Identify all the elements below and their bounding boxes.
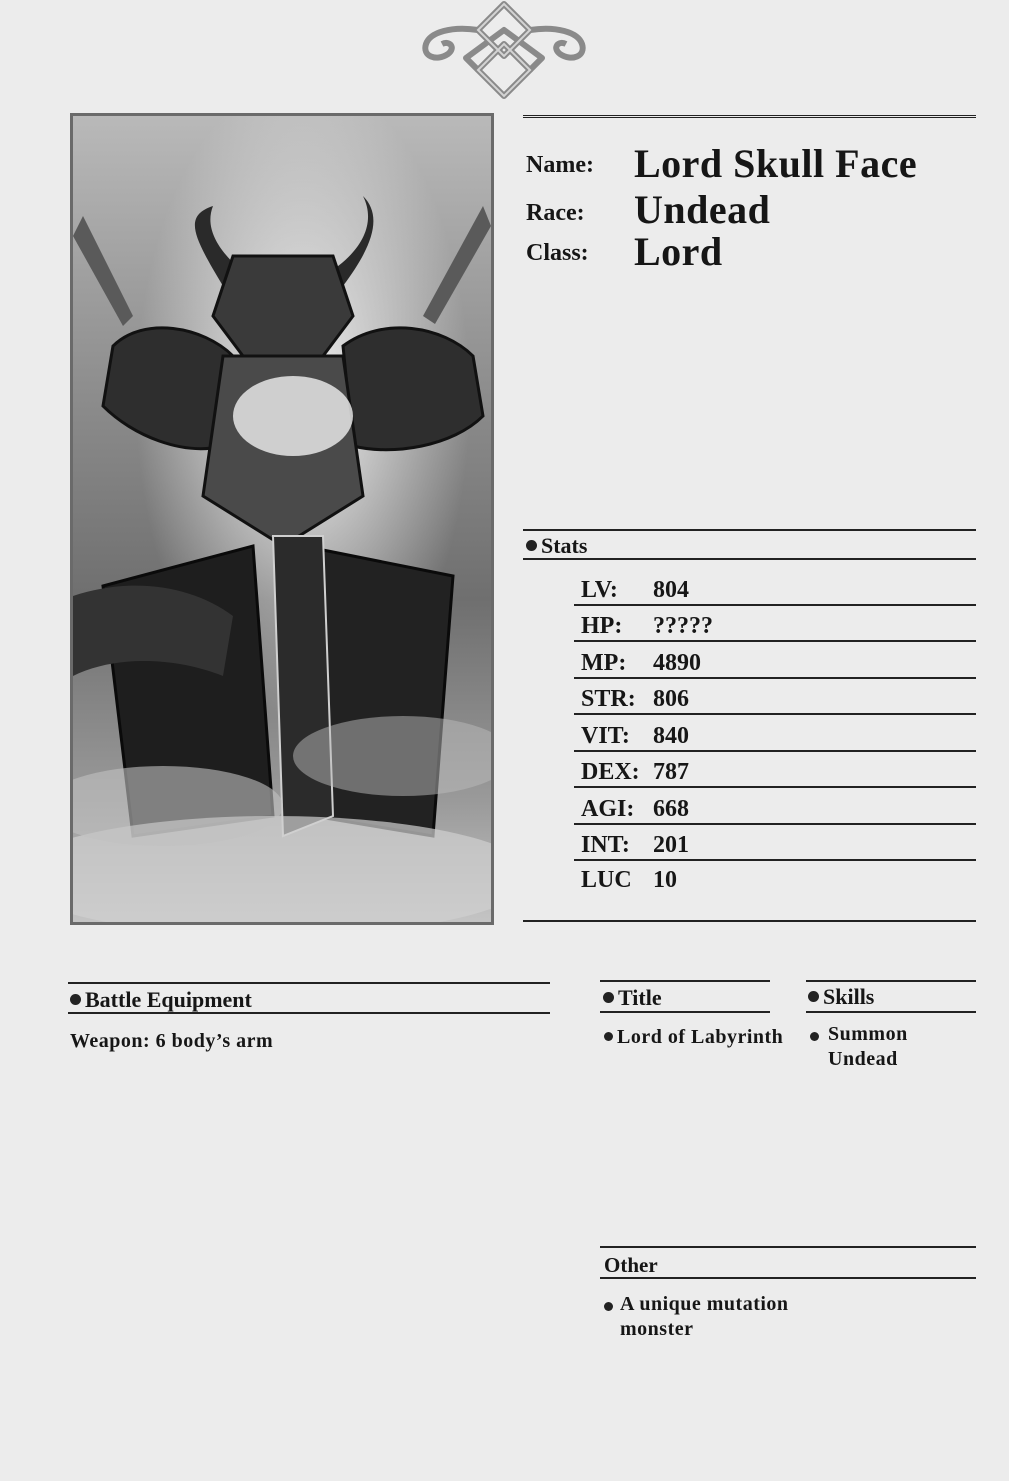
stats-bottom-rule [523, 920, 976, 922]
character-portrait [70, 113, 494, 925]
class-label: Class: [526, 240, 589, 266]
title-section-title [603, 985, 662, 1011]
stat-row-int [574, 825, 976, 861]
armored-knight-illustration [73, 116, 491, 922]
stat-row-agi [574, 789, 976, 825]
stat-row-str [574, 679, 976, 715]
stat-value: 201 [653, 832, 689, 858]
stat-label: AGI: [581, 796, 635, 822]
stat-label: LV: [581, 577, 618, 603]
other-top-rule [600, 1246, 976, 1248]
stat-value: 806 [653, 686, 689, 712]
stats-header-rule [523, 558, 976, 560]
skill-item-text: Summon Undead [828, 1023, 908, 1070]
bullet-icon [603, 992, 614, 1003]
stats-top-rule [523, 529, 976, 531]
title-item-text: Lord of Labyrinth [617, 1026, 784, 1048]
stat-label: LUC [581, 867, 632, 893]
other-header-rule [600, 1277, 976, 1279]
equipment-title [70, 987, 252, 1013]
name-label: Name: [526, 152, 594, 178]
weapon-text: Weapon: 6 body’s arm [70, 1030, 274, 1052]
stat-value: 787 [653, 759, 689, 785]
stat-row-hp [574, 606, 976, 642]
stat-value: 840 [653, 723, 689, 749]
equipment-header-rule [68, 1012, 550, 1014]
other-item [604, 1292, 834, 1342]
skill-item [810, 1022, 960, 1072]
stat-value: 10 [653, 867, 677, 893]
stat-label: STR: [581, 686, 636, 712]
stats-title [526, 533, 587, 559]
race-value: Undead [634, 187, 771, 232]
stat-row-mp [574, 643, 976, 679]
skills-title-text: Skills [823, 984, 875, 1009]
stat-value: 668 [653, 796, 689, 822]
name-value: Lord Skull Face [634, 141, 918, 186]
stat-label: MP: [581, 650, 627, 676]
stat-row-luc [574, 860, 976, 896]
stat-label: HP: [581, 613, 623, 639]
bullet-icon [604, 1032, 613, 1041]
bullet-icon [808, 991, 819, 1002]
race-label: Race: [526, 200, 585, 226]
other-item-text: A unique mutation monster [620, 1293, 789, 1340]
skills-title [808, 984, 874, 1010]
equipment-top-rule [68, 982, 550, 984]
stat-row-dex [574, 752, 976, 788]
stats-title-text: Stats [541, 533, 588, 558]
bullet-icon [70, 994, 81, 1005]
other-title: Other [604, 1253, 658, 1277]
equipment-title-text: Battle Equipment [85, 987, 252, 1012]
header-top-rule [523, 115, 976, 118]
title-header-rule [600, 1011, 770, 1013]
stat-label: DEX: [581, 759, 640, 785]
stat-value: 4890 [653, 650, 701, 676]
stat-value: ????? [653, 613, 713, 639]
title-section-title-text: Title [618, 985, 662, 1010]
stat-row-lv [574, 570, 976, 606]
bullet-icon [810, 1032, 819, 1041]
bullet-icon [526, 540, 537, 551]
class-value: Lord [634, 229, 723, 274]
stat-label: VIT: [581, 723, 630, 749]
title-top-rule [600, 980, 770, 982]
stat-value: 804 [653, 577, 689, 603]
stat-row-vit [574, 716, 976, 752]
title-item [604, 1026, 783, 1049]
bullet-icon [604, 1302, 613, 1311]
skills-top-rule [806, 980, 976, 982]
stat-label: INT: [581, 832, 630, 858]
celtic-knot-ornament [412, 0, 596, 104]
skills-header-rule [806, 1011, 976, 1013]
